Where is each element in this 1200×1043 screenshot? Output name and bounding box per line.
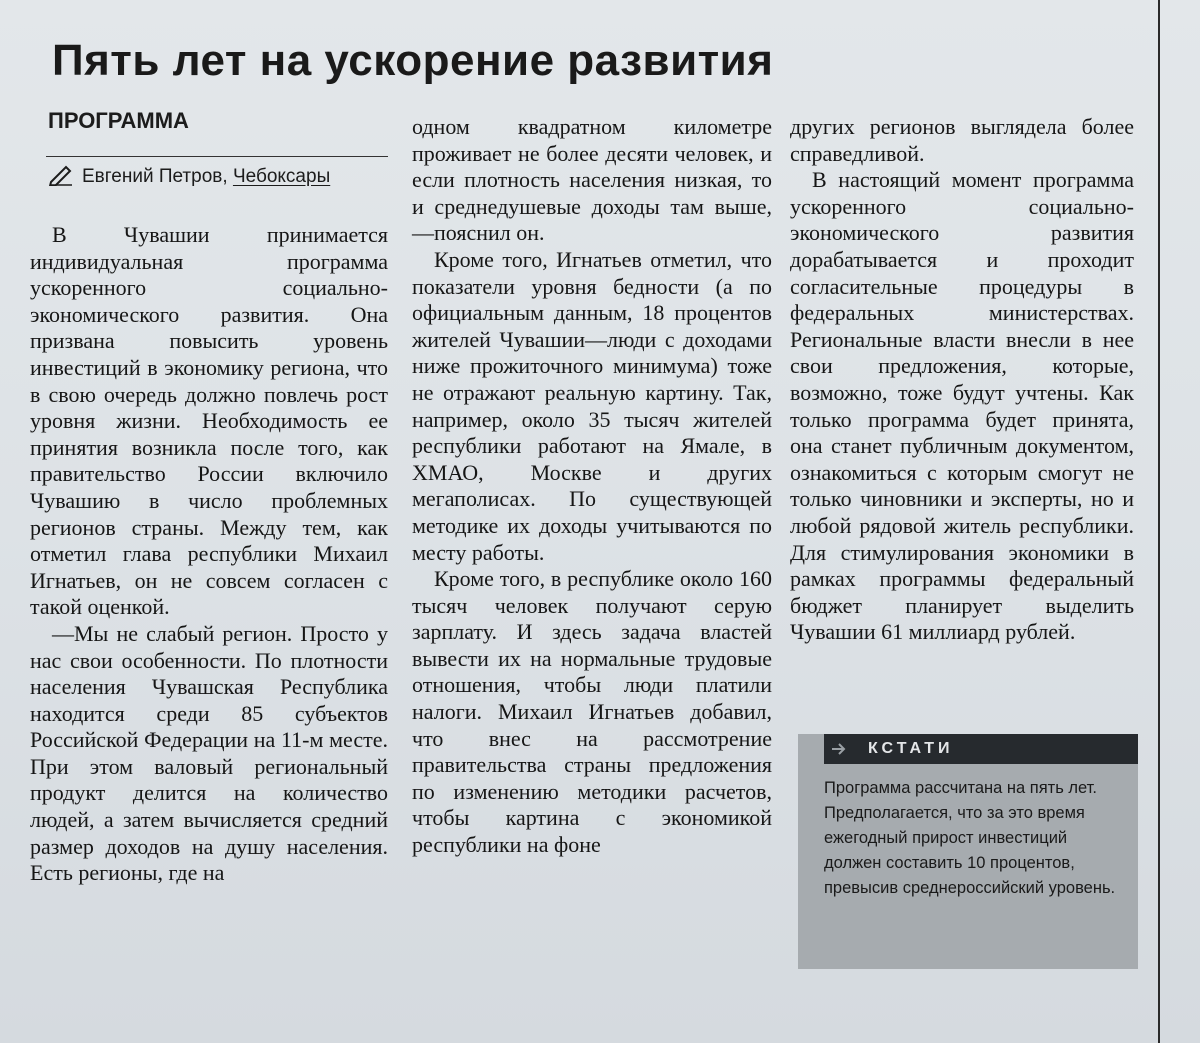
author-name: Евгений Петров,: [82, 166, 228, 187]
paragraph: В настоящий момент программа ускоренного социально-экономического развития дорабатывается и проходит согласительные процедуры в федеральных министерствах. Региональные власти внесли в нее свои предложения, которые, возможно, тоже будут учтены. Как только программа будет принята, она станет публичным документом, ознакомиться с которым смогут не только чиновники и эксперты, но и любой рядовой житель республики. Для стимулирования экономики в рамках программы федеральный бюджет планирует выделить Чувашии 61 миллиард рублей.: [790, 167, 1134, 645]
paragraph: других регионов выглядела более справедливой.: [790, 114, 1134, 166]
paragraph: Кроме того, в республике около 160 тысяч человек получают серую зарплату. И здесь задача властей вывести их на нормальные трудовые отношения, чтобы люди платили налоги. Михаил Игнатьев добавил, что внес на рассмотрение правительства страны предложения по изменению методики расчетов, чтобы картина с экономикой республики на фоне: [412, 566, 772, 858]
paragraph: одном квадратном километре проживает не более десяти человек, и если плотность населения низкая, то и среднедушевые доходы там выше,—пояснил он.: [412, 114, 772, 246]
article-column-3: [790, 114, 1134, 646]
rubric: ПРОГРАММА: [48, 108, 189, 133]
sidebar-title: КСТАТИ: [868, 740, 954, 757]
paragraph: В Чувашии принимается индивидуальная программа ускоренного социально-экономического развития. Она призвана повысить уровень инвестиций в экономику региона, что в свою очередь должно повлечь рост уровня жизни. Необходимость ее принятия возникла после того, как правительство России включило Чувашию в число проблемных регионов страны. Между тем, как отметил глава республики Михаил Игнатьев, он не совсем согласен с такой оценкой.: [30, 222, 388, 620]
paragraph: —Мы не слабый регион. Просто у нас свои особенности. По плотности населения Чувашская Республика находится среди 85 субъектов Российской Федерации на 11-м месте. При этом валовый региональный продукт делится на количество людей, а затем вычисляется средний размер доходов на душу населения. Есть регионы, где на: [30, 620, 388, 886]
sidebar-header: [824, 734, 1138, 764]
article-column-1: [30, 222, 388, 887]
paragraph: Кроме того, Игнатьев отметил, что показатели уровня бедности (а по официальным данным, 18 процентов жителей Чувашии—люди с доходами ниже прожиточного минимума) тоже не отражают реальную картину. Так, например, около 35 тысяч жителей республики работают на Ямале, в ХМАО, Москве и других мегаполисах. По существующей методике их доходы учитываются по месту работы.: [412, 246, 772, 565]
byline: [48, 164, 330, 188]
sidebar-text: Программа рассчитана на пять лет. Предполагается, что за это время ежегодный прирост инвестиций должен составить 10 процентов, превысив среднероссийский уровень.: [824, 779, 1116, 897]
sidebar-box: [798, 734, 1138, 969]
byline-divider: [46, 156, 388, 157]
column-rule: [1158, 0, 1160, 1043]
pen-icon: [48, 164, 74, 186]
city-name: Чебоксары: [232, 166, 331, 187]
article-column-2: [412, 114, 772, 859]
headline: Пять лет на ускорение развития: [52, 36, 774, 85]
arrow-right-icon: [824, 734, 854, 764]
